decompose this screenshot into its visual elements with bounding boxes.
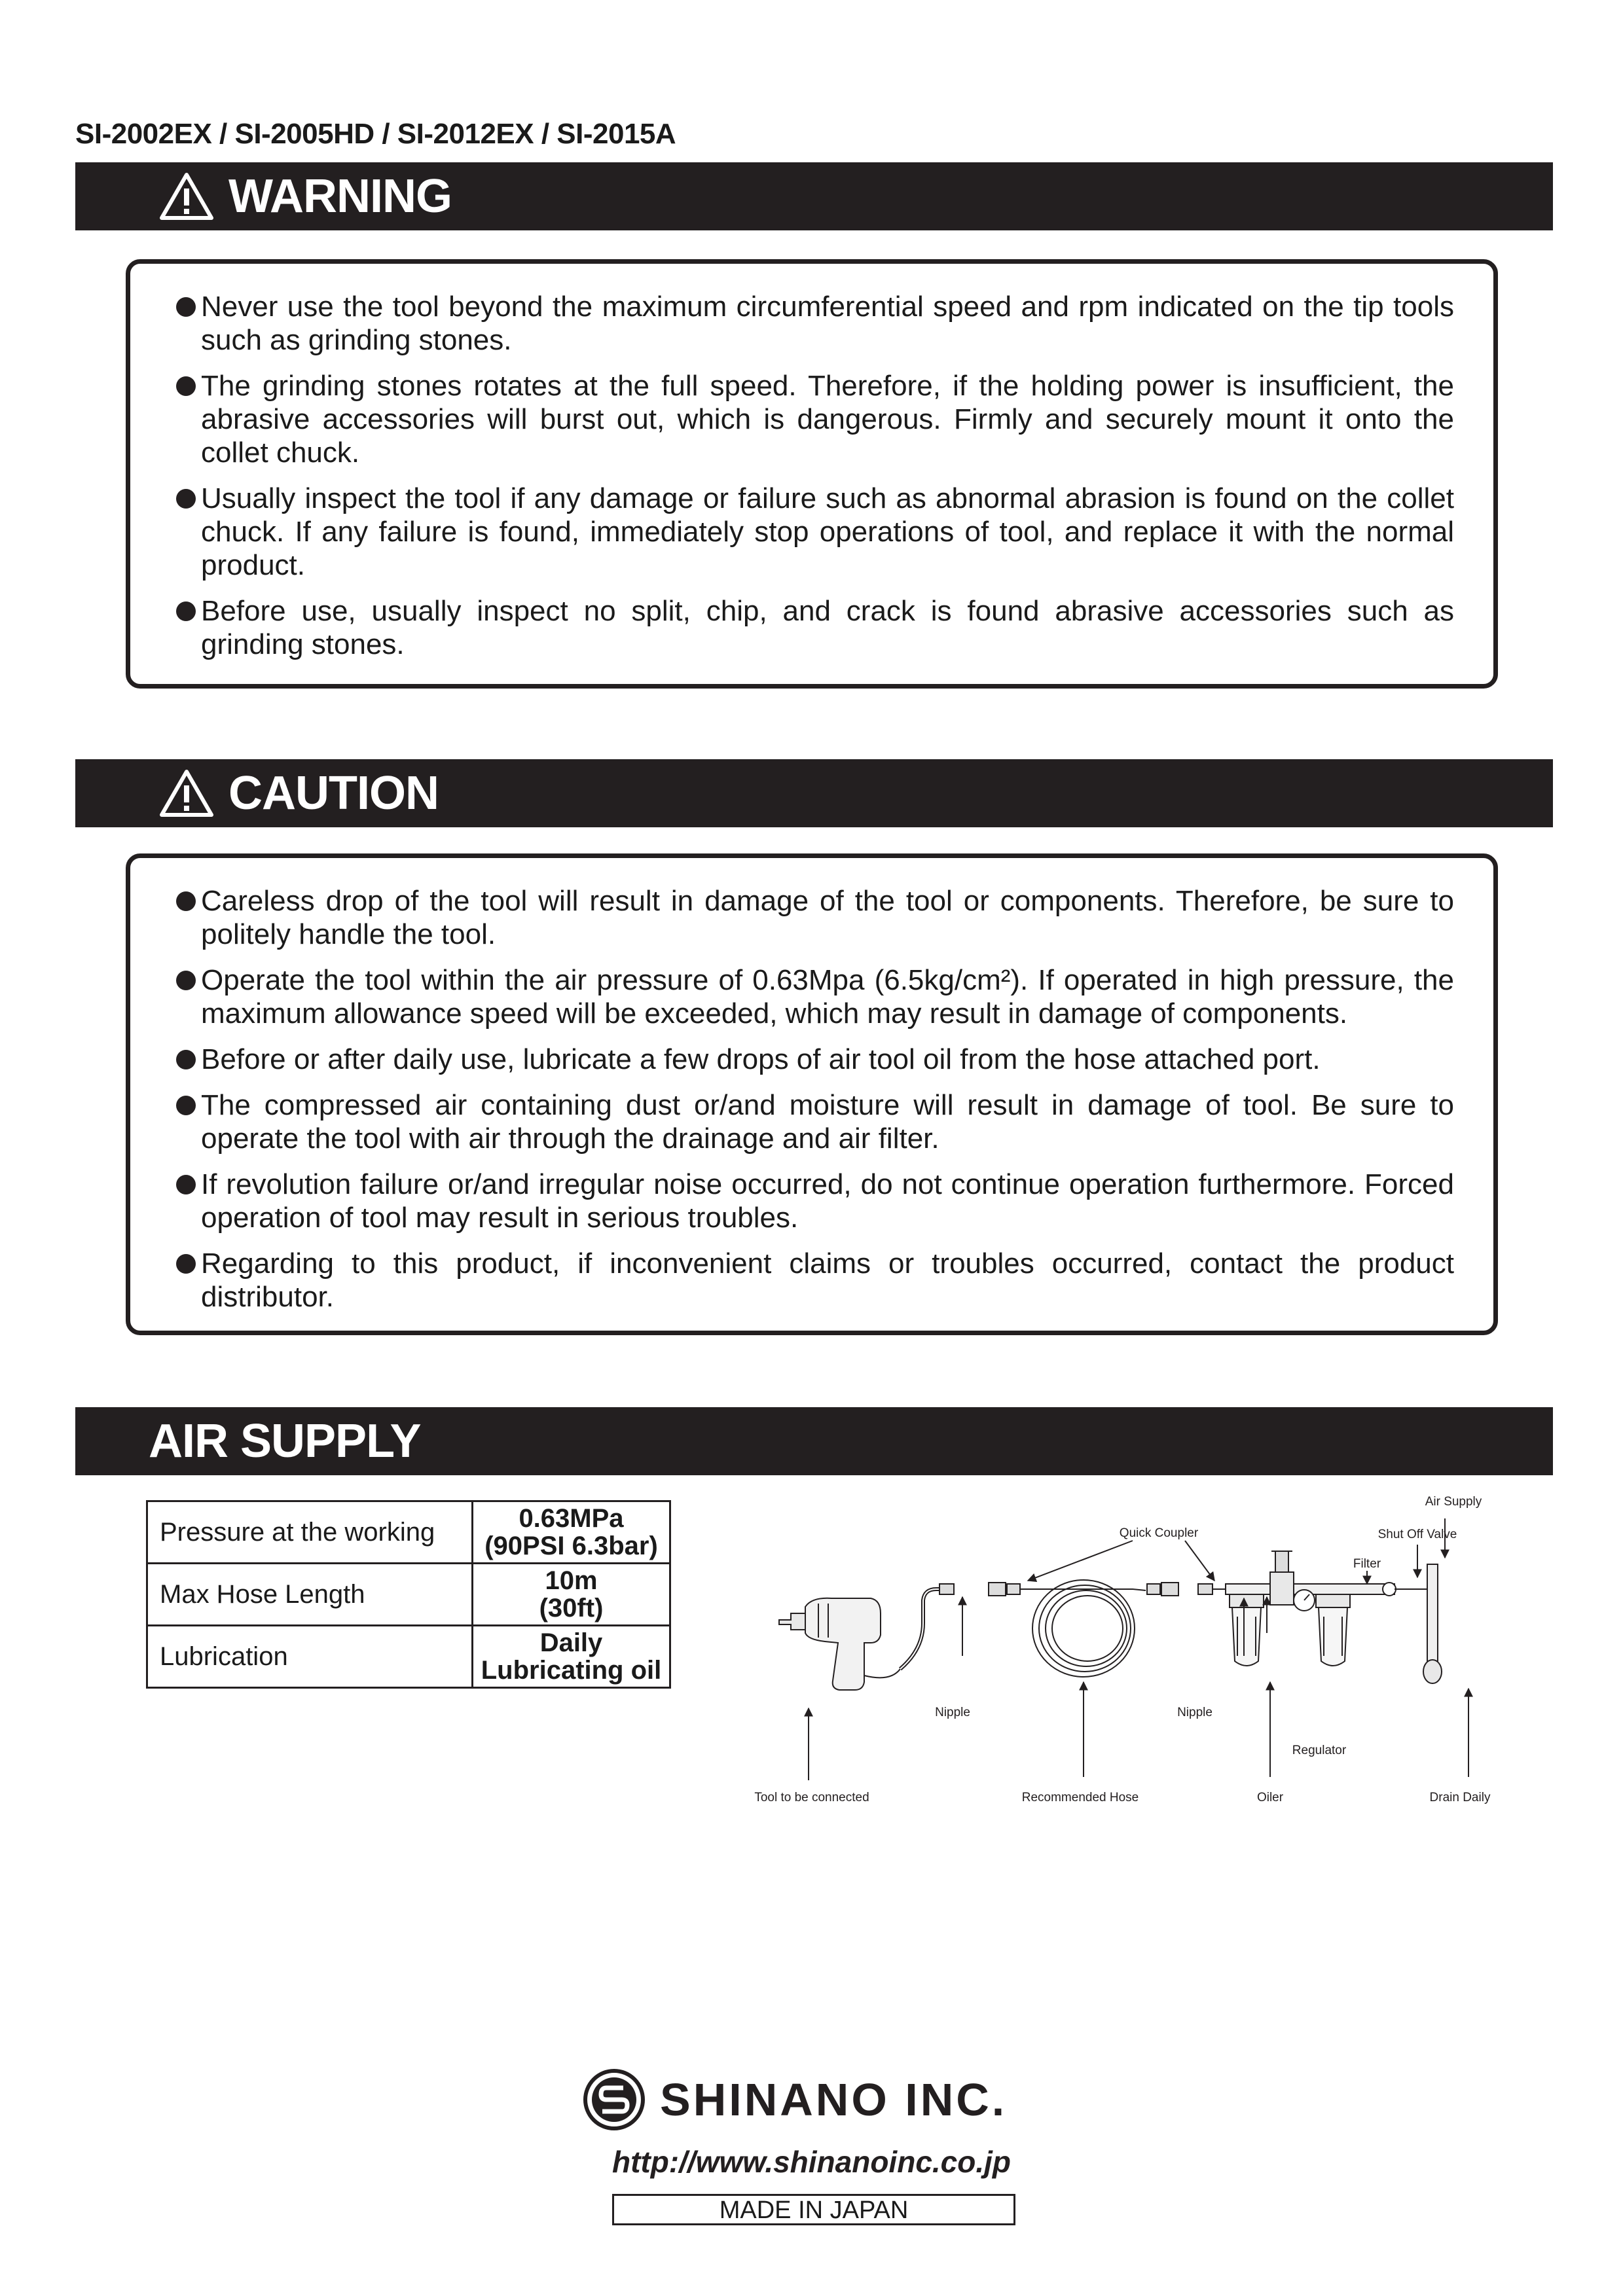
bullet-icon [176, 971, 196, 990]
label-drain: Drain Daily [1429, 1791, 1491, 1804]
caution-box [126, 853, 1498, 1335]
air-supply-header [75, 1407, 1553, 1475]
model-numbers: SI-2002EX / SI-2005HD / SI-2012EX / SI-2015A [75, 118, 676, 150]
made-in-label: MADE IN JAPAN [612, 2194, 1015, 2225]
caution-item: Operate the tool within the air pressure of 0.63Mpa (6.5kg/cm²). If operated in high pressure, the maximum allowance speed will be exceeded, which may result in damage of components. [176, 963, 1454, 1030]
caution-item: Regarding to this product, if inconvenient claims or troubles occurred, contact the product distributor. [176, 1247, 1454, 1314]
bullet-icon [176, 1096, 196, 1115]
spec-value: 10m (30ft) [473, 1564, 670, 1626]
air-supply-diagram [740, 1486, 1512, 1820]
air-supply-table [146, 1500, 671, 1689]
caution-title: CAUTION [228, 767, 439, 819]
impact-wrench-icon [779, 1598, 900, 1690]
bullet-icon [176, 1175, 196, 1194]
warning-title: WARNING [228, 170, 452, 223]
warning-triangle-icon [159, 171, 214, 221]
label-nipple-right: Nipple [1177, 1706, 1213, 1719]
caution-item: If revolution failure or/and irregular noise occurred, do not continue operation furthermore. Forced operation of tool may result in serious troubles. [176, 1168, 1454, 1234]
bullet-icon [176, 1050, 196, 1069]
spec-label: Lubrication [147, 1626, 473, 1688]
shinano-logo-icon [583, 2068, 646, 2131]
table-row [147, 1626, 670, 1688]
bullet-icon [176, 297, 196, 317]
bullet-icon [176, 1254, 196, 1274]
label-regulator: Regulator [1292, 1744, 1347, 1757]
caution-item: Careless drop of the tool will result in damage of the tool or components. Therefore, be sure to politely handle the tool. [176, 884, 1454, 951]
label-air-supply: Air Supply [1425, 1495, 1482, 1509]
label-hose: Recommended Hose [1021, 1791, 1139, 1804]
website-url: http://www.shinanoinc.co.jp [611, 2145, 1012, 2179]
warning-box [126, 259, 1498, 689]
bullet-icon [176, 489, 196, 509]
caution-item: Before or after daily use, lubricate a few drops of air tool oil from the hose attached port. [176, 1043, 1454, 1076]
spec-value: Daily Lubricating oil [473, 1626, 670, 1688]
table-row [147, 1501, 670, 1564]
company-name: SHINANO INC. [660, 2074, 1008, 2125]
bullet-icon [176, 601, 196, 621]
spec-value: 0.63MPa (90PSI 6.3bar) [473, 1501, 670, 1564]
label-oiler: Oiler [1256, 1791, 1284, 1804]
caution-header [75, 759, 1553, 827]
warning-item: Usually inspect the tool if any damage or failure such as abnormal abrasion is found on the collet chuck. If any failure is found, immediately stop operations of tool, and replace it with the normal product. [176, 482, 1454, 582]
label-shut-off-valve: Shut Off Valve [1377, 1528, 1457, 1541]
caution-triangle-icon [159, 768, 214, 818]
hose-coil-icon [1020, 1580, 1146, 1677]
spec-label: Max Hose Length [147, 1564, 473, 1626]
bullet-icon [176, 891, 196, 911]
label-tool: Tool to be connected [754, 1791, 869, 1804]
air-supply-title: AIR SUPPLY [149, 1415, 421, 1467]
filter-regulator-lubricator-icon [1226, 1551, 1442, 1683]
label-filter: Filter [1353, 1557, 1381, 1571]
warning-item: The grinding stones rotates at the full speed. Therefore, if the holding power is insufficient, the abrasive accessories will burst out, which is dangerous. Firmly and securely mount it onto the collet chuck. [176, 369, 1454, 469]
spec-label: Pressure at the working [147, 1501, 473, 1564]
warning-header [75, 162, 1553, 230]
label-quick-coupler: Quick Coupler [1119, 1526, 1199, 1540]
bullet-icon [176, 376, 196, 396]
warning-item: Never use the tool beyond the maximum circumferential speed and rpm indicated on the tip tools such as grinding stones. [176, 290, 1454, 357]
warning-item: Before use, usually inspect no split, chip, and crack is found abrasive accessories such as grinding stones. [176, 594, 1454, 661]
caution-item: The compressed air containing dust or/and moisture will result in damage of tool. Be sure to operate the tool with air through the drainage and air filter. [176, 1088, 1454, 1155]
label-nipple-left: Nipple [935, 1706, 970, 1719]
table-row [147, 1564, 670, 1626]
company-logo [583, 2068, 1007, 2131]
